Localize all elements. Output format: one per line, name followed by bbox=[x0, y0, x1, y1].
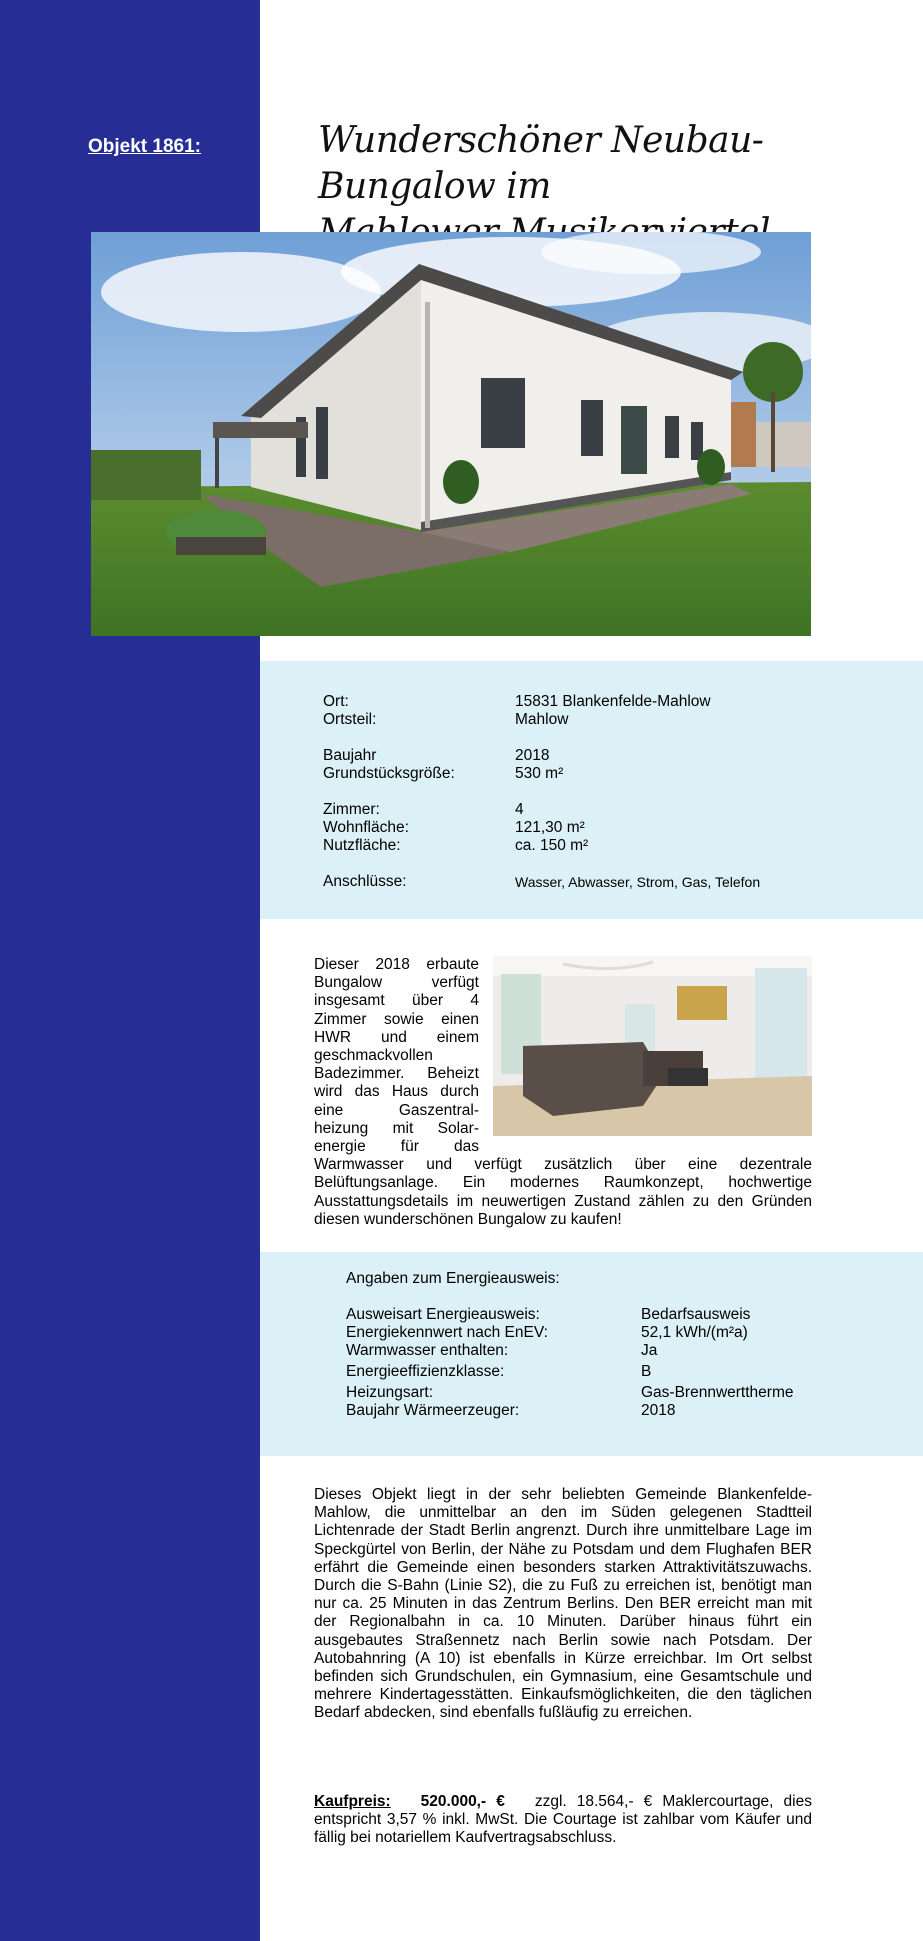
location-description: Dieses Objekt liegt in der sehr beliebten Gemeinde Blankenfelde-Mahlow, die unmittelbar an den im Süden gelegenen Stadtteil Lichtenrade der Stadt Berlin angrenzt. Durch ihre unmittelbare Lage im Speckgürtel von Berlin, der Nähe zu Potsdam und dem Flughafen BER erfährt die Gemeinde einen besonders starken Attraktivitätszuwachs. Durch die S-Bahn (Linie S2), die zu Fuß zu erreichen ist, benötigt man nur ca. 25 Minuten in das Zentrum Berlins. Den BER erreicht man mit der Regionalbahn in ca. 10 Minuten. Darüber hinaus führt ein ausgebautes Straßennetz nach Berlin sowie nach Potsdam. Der Autobahnring (A 10) ist ebenfalls in Kürze erreichbar. Im Ort selbst befinden sich Grundschulen, ein Gymnasium, eine Gesamtschule und mehrere Kindertagesstätten. Einkaufsmöglichkeiten, die den täglichen Bedarf abdecken, sind ebenfalls fußläufig zu erreichen. bbox=[314, 1486, 812, 1722]
fact-ortsteil bbox=[323, 711, 760, 729]
fact-label: Wohnfläche: bbox=[323, 819, 409, 836]
fact-value: 15831 Blankenfelde-Mahlow bbox=[515, 693, 711, 710]
description bbox=[314, 956, 812, 1229]
energy-row bbox=[346, 1306, 793, 1324]
energy-value: Gas-Brennwerttherme bbox=[641, 1384, 794, 1401]
energy-value: Ja bbox=[641, 1342, 658, 1359]
fact-label: Nutzfläche: bbox=[323, 837, 401, 854]
fact-value: Mahlow bbox=[515, 711, 569, 728]
fact-baujahr bbox=[323, 747, 760, 765]
energy-row bbox=[346, 1363, 793, 1381]
house-exterior-photo bbox=[91, 232, 811, 636]
fact-value: 4 bbox=[515, 801, 524, 818]
price-amount: 520.000,- € bbox=[420, 1793, 505, 1810]
fact-nutzflaeche bbox=[323, 837, 760, 855]
energy-heading: Angaben zum Energieausweis: bbox=[346, 1270, 560, 1287]
fact-anschluesse bbox=[323, 873, 760, 891]
title-line-1: Wunderschöner Neubau-Bungalow im bbox=[318, 120, 764, 207]
energy-label: Warmwasser enthalten: bbox=[346, 1342, 509, 1359]
fact-value: Wasser, Abwasser, Strom, Gas, Telefon bbox=[515, 874, 761, 890]
fact-value: 2018 bbox=[515, 747, 550, 764]
fact-wohnflaeche bbox=[323, 819, 760, 837]
fact-label: Grundstücksgröße: bbox=[323, 765, 455, 782]
energy-label: Ausweisart Energieausweis: bbox=[346, 1306, 540, 1323]
energy-label: Energieeffizienzklasse: bbox=[346, 1363, 505, 1380]
energy-row bbox=[346, 1342, 793, 1360]
price-text: zzgl. 18.564,- € Maklercourtage, dies entspricht 3,57 % inkl. MwSt. Die Courtage ist zahlbar vom Käufer und fällig bei notariellem Kaufvertragsabschluss. bbox=[314, 1793, 812, 1847]
fact-zimmer bbox=[323, 801, 760, 819]
energy-value: B bbox=[641, 1363, 652, 1380]
fact-label: Ort: bbox=[323, 693, 349, 710]
price-label: Kaufpreis: bbox=[314, 1793, 391, 1810]
energy-row bbox=[346, 1324, 793, 1342]
fact-value: 530 m² bbox=[515, 765, 564, 782]
energy-label: Energiekennwert nach EnEV: bbox=[346, 1324, 548, 1341]
energy-value: 2018 bbox=[641, 1402, 676, 1419]
fact-label: Zimmer: bbox=[323, 801, 380, 818]
object-number-label: Objekt 1861: bbox=[88, 136, 201, 157]
fact-label: Ortsteil: bbox=[323, 711, 377, 728]
energy-row bbox=[346, 1402, 793, 1420]
fact-label: Anschlüsse: bbox=[323, 873, 407, 890]
energy-value: Bedarfsausweis bbox=[641, 1306, 751, 1323]
fact-ort bbox=[323, 693, 760, 711]
fact-grundstueck bbox=[323, 765, 760, 783]
energy-label: Heizungsart: bbox=[346, 1384, 434, 1401]
energy-value: 52,1 kWh/(m²a) bbox=[641, 1324, 748, 1341]
energy-label: Baujahr Wärmeerzeuger: bbox=[346, 1402, 520, 1419]
energy-row bbox=[346, 1384, 793, 1402]
description-text: Dieser 2018 erbaute Bungalow verfügt insgesamt über 4 Zimmer sowie einen HWR und einem geschmackvollen Badezimmer. Beheizt wird das Haus durch eine Gaszentral-heizung mit Solar-energie für das Warmwasser und verfügt zusätzlich über eine dezentrale Belüftungsanlage. Ein modernes Raumkonzept, hochwertige Ausstattungsdetails im neuwertigen Zustand zählen zu den Gründen diesen wunderschönen Bungalow zu kaufen! bbox=[314, 956, 812, 1228]
living-room-photo bbox=[493, 956, 812, 1136]
energy-panel bbox=[260, 1252, 923, 1456]
fact-label: Baujahr bbox=[323, 747, 377, 764]
price-section bbox=[314, 1793, 812, 1848]
fact-value: 121,30 m² bbox=[515, 819, 585, 836]
facts-panel bbox=[260, 661, 923, 919]
fact-value: ca. 150 m² bbox=[515, 837, 589, 854]
